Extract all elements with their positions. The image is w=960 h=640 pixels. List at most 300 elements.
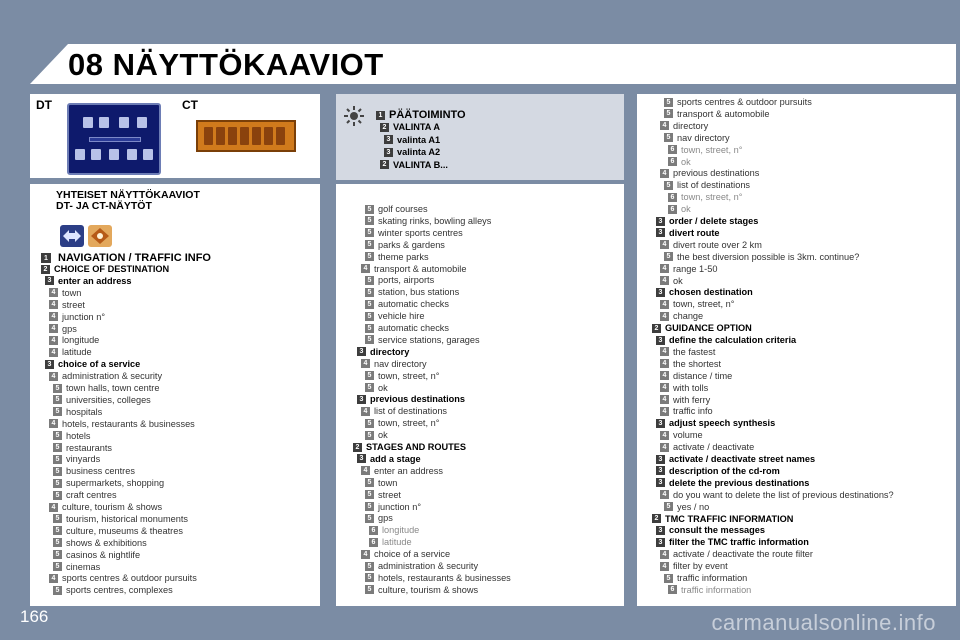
main-function-item-label: VALINTA B... — [393, 159, 448, 170]
menu-item-label: ok — [681, 156, 691, 167]
menu-item-label: business centres — [66, 466, 135, 477]
menu-item — [660, 405, 713, 417]
menu-item-label: vehicle hire — [378, 311, 425, 322]
main-function-item — [384, 134, 440, 146]
menu-item — [49, 334, 99, 346]
menu-item — [365, 477, 397, 489]
menu-item-label: enter an address — [58, 275, 132, 286]
menu-icon — [91, 149, 101, 160]
menu-item — [365, 560, 478, 572]
level-badge: 4 — [49, 503, 58, 512]
menu-item-label: town — [62, 287, 82, 298]
menu-item-label: traffic information — [677, 573, 748, 583]
common-screens-subheading: DT- JA CT-NÄYTÖT — [56, 200, 152, 212]
menu-item-label: traffic info — [673, 406, 713, 417]
level-badge: 4 — [660, 490, 669, 499]
menu-item — [41, 263, 169, 275]
menu-item-label: vinyards — [66, 454, 101, 465]
level-badge: 5 — [53, 384, 62, 393]
menu-item-label: description of the cd-rom — [669, 465, 780, 476]
level-badge: 5 — [365, 300, 374, 309]
menu-item — [49, 572, 197, 584]
menu-item-label: CHOICE OF DESTINATION — [54, 264, 170, 274]
level-badge: 5 — [53, 562, 62, 571]
menu-item — [361, 465, 443, 477]
menu-item-label: nav directory — [374, 358, 427, 369]
menu-item — [361, 358, 427, 370]
menu-item-label: choice of a service — [58, 359, 141, 370]
menu-item-label: directory — [673, 120, 709, 131]
level-badge: 2 — [652, 514, 661, 523]
menu-item-label: ports, airports — [378, 275, 435, 286]
menu-item-label: filter by event — [673, 561, 728, 572]
level-badge: 3 — [656, 336, 665, 345]
menu-item — [660, 370, 732, 382]
menu-item-label: define the calculation criteria — [669, 335, 797, 345]
menu-item-label: station, bus stations — [378, 287, 460, 298]
menu-item — [365, 239, 445, 251]
menu-item — [365, 382, 388, 394]
level-badge: 4 — [361, 550, 370, 559]
level-badge: 5 — [365, 335, 374, 344]
menu-item-label: ok — [673, 275, 683, 286]
menu-item-label: delete the previous destinations — [669, 477, 810, 488]
level-badge: 5 — [365, 371, 374, 380]
menu-item — [660, 394, 710, 406]
menu-item — [365, 227, 463, 239]
level-badge: 5 — [365, 216, 374, 225]
menu-icon — [109, 149, 119, 160]
menu-item — [361, 405, 447, 417]
menu-item — [53, 382, 159, 394]
level-badge: 3 — [384, 135, 393, 144]
level-badge: 2 — [353, 443, 362, 452]
common-screens-heading: YHTEISET NÄYTTÖKAAVIOT — [56, 189, 200, 201]
level-badge: 5 — [664, 98, 673, 107]
menu-item — [656, 465, 780, 477]
menu-item-label: sports centres, complexes — [66, 585, 173, 596]
level-badge: 5 — [365, 252, 374, 261]
level-badge: 5 — [365, 383, 374, 392]
menu-item — [53, 525, 183, 537]
menu-item — [365, 584, 478, 596]
level-badge: 5 — [365, 312, 374, 321]
menu-item-label: craft centres — [66, 490, 117, 501]
menu-item — [369, 524, 419, 536]
level-badge: 6 — [369, 526, 378, 535]
level-badge: 5 — [664, 574, 673, 583]
level-badge: 5 — [365, 228, 374, 237]
menu-item — [660, 298, 734, 310]
menu-item — [53, 584, 173, 596]
level-badge: 5 — [365, 240, 374, 249]
menu-item — [664, 96, 812, 108]
menu-item — [656, 453, 815, 465]
level-badge: 5 — [365, 419, 374, 428]
level-badge: 5 — [365, 502, 374, 511]
menu-item-label: with ferry — [673, 394, 711, 405]
level-badge: 3 — [656, 455, 665, 464]
level-badge: 4 — [660, 300, 669, 309]
menu-item — [652, 513, 793, 525]
menu-item-label: junction n° — [62, 311, 106, 322]
level-badge: 6 — [668, 157, 677, 166]
menu-icon — [137, 117, 147, 128]
level-badge: 3 — [357, 454, 366, 463]
level-badge: 5 — [365, 573, 374, 582]
menu-item-label: list of destinations — [374, 406, 448, 417]
level-badge: 3 — [357, 347, 366, 356]
menu-item — [49, 287, 81, 299]
ct-icon — [252, 127, 261, 145]
menu-item — [664, 572, 747, 584]
menu-item-label: the best diversion possible is 3km. continue? — [677, 251, 860, 262]
menu-item — [365, 215, 491, 227]
menu-item-label: enter an address — [374, 465, 443, 476]
menu-item — [53, 465, 135, 477]
menu-item-label: casinos & nightlife — [66, 549, 141, 560]
menu-item — [660, 382, 708, 394]
menu-item-label: transport & automobile — [677, 108, 770, 119]
menu-item-label: TMC TRAFFIC INFORMATION — [665, 513, 794, 524]
menu-item — [660, 310, 703, 322]
menu-item-label: sports centres & outdoor pursuits — [62, 573, 197, 584]
menu-item-label: with tolls — [673, 382, 709, 393]
menu-item-label: hospitals — [66, 406, 103, 417]
menu-item-label: filter the TMC traffic information — [669, 537, 809, 548]
level-badge: 5 — [664, 133, 673, 142]
menu-item-label: list of destinations — [677, 180, 751, 191]
level-badge: 5 — [53, 514, 62, 523]
level-badge: 5 — [53, 550, 62, 559]
level-badge: 6 — [668, 193, 677, 202]
level-badge: 4 — [660, 347, 669, 356]
level-badge: 4 — [660, 383, 669, 392]
menu-item-label: town, street, n° — [673, 299, 735, 310]
menu-item-label: order / delete stages — [669, 216, 759, 226]
menu-item-label: do you want to delete the list of previous destinations? — [673, 489, 894, 500]
menu-item-label: hotels — [66, 430, 91, 441]
level-badge: 4 — [361, 466, 370, 475]
main-function-item — [384, 146, 440, 158]
menu-item — [365, 572, 511, 584]
level-badge: 4 — [660, 371, 669, 380]
menu-item — [660, 239, 762, 251]
level-badge: 4 — [660, 431, 669, 440]
menu-item — [656, 215, 758, 227]
menu-item — [365, 274, 434, 286]
menu-item-label: junction n° — [378, 501, 422, 512]
menu-item — [660, 441, 754, 453]
menu-item-label: town, street, n° — [681, 192, 743, 203]
main-function-item — [380, 121, 440, 133]
menu-item — [53, 406, 102, 418]
menu-item — [357, 346, 409, 358]
menu-item — [656, 227, 720, 239]
nav-section-title: NAVIGATION / TRAFFIC INFO — [58, 252, 211, 264]
level-badge: 5 — [365, 324, 374, 333]
level-badge: 4 — [49, 348, 58, 357]
menu-item-label: traffic information — [681, 584, 752, 595]
menu-item-label: longitude — [62, 335, 100, 346]
menu-item — [652, 322, 752, 334]
menu-item-label: skating rinks, bowling alleys — [378, 215, 492, 226]
menu-item-label: hotels, restaurants & businesses — [378, 572, 511, 583]
level-badge: 4 — [660, 312, 669, 321]
menu-item-label: ok — [681, 204, 691, 215]
main-function-item-label: valinta A1 — [397, 134, 441, 145]
dt-screen-image — [67, 103, 161, 175]
menu-item — [49, 370, 162, 382]
menu-item — [365, 251, 429, 263]
level-badge: 4 — [361, 264, 370, 273]
level-badge: 5 — [664, 181, 673, 190]
level-badge: 4 — [660, 407, 669, 416]
menu-item — [49, 299, 85, 311]
level-badge: 4 — [361, 407, 370, 416]
menu-item-label: sports centres & outdoor pursuits — [677, 97, 812, 107]
level-badge: 4 — [660, 264, 669, 273]
level-badge: 3 — [656, 538, 665, 547]
menu-item-label: range 1-50 — [673, 263, 718, 274]
ct-icon — [264, 127, 273, 145]
level-badge: 5 — [365, 288, 374, 297]
navigation-icon — [60, 225, 84, 247]
level-badge: 3 — [656, 466, 665, 475]
level-badge: 4 — [660, 443, 669, 452]
menu-item — [365, 512, 393, 524]
menu-item — [53, 561, 100, 573]
menu-item — [365, 322, 449, 334]
menu-item-label: adjust speech synthesis — [669, 418, 776, 429]
level-badge: 5 — [53, 526, 62, 535]
menu-item — [361, 263, 466, 275]
menu-item-label: culture, tourism & shows — [378, 584, 479, 595]
menu-item-label: culture, museums & theatres — [66, 525, 183, 536]
page-title: 08 NÄYTTÖKAAVIOT — [68, 47, 384, 82]
menu-item-label: change — [673, 311, 704, 322]
menu-item-label: town, street, n° — [378, 370, 440, 381]
level-badge: 4 — [660, 276, 669, 285]
menu-item — [49, 346, 92, 358]
level-badge: 5 — [365, 490, 374, 499]
menu-item-label: theme parks — [378, 251, 429, 262]
level-badge: 3 — [656, 217, 665, 226]
level-badge: 4 — [49, 312, 58, 321]
menu-item — [365, 489, 401, 501]
menu-item — [664, 251, 859, 263]
level-badge: 3 — [656, 419, 665, 428]
menu-item-label: longitude — [382, 525, 420, 536]
menu-item-label: previous destinations — [673, 168, 760, 179]
main-function-item-label: VALINTA A — [393, 122, 440, 132]
menu-item-label: town, street, n° — [681, 144, 743, 155]
menu-item — [45, 358, 140, 370]
level-badge: 5 — [365, 205, 374, 214]
menu-item-label: restaurants — [66, 442, 112, 453]
level-badge: 4 — [49, 300, 58, 309]
menu-item — [664, 108, 769, 120]
level-badge: 5 — [53, 443, 62, 452]
menu-item-label: activate / deactivate street names — [669, 454, 816, 464]
traffic-info-icon — [88, 225, 112, 247]
menu-item — [668, 584, 751, 596]
menu-item-label: town, street, n° — [378, 418, 440, 429]
menu-item-label: supermarkets, shopping — [66, 478, 165, 489]
dt-label: DT — [36, 98, 52, 112]
level-badge: 5 — [53, 479, 62, 488]
level-badge: 3 — [656, 288, 665, 297]
menu-item-label: town halls, town centre — [66, 383, 160, 393]
menu-item — [53, 430, 91, 442]
menu-item-label: choice of a service — [374, 549, 451, 560]
level-badge: 6 — [369, 538, 378, 547]
menu-item-label: automatic checks — [378, 323, 449, 333]
menu-item — [660, 548, 813, 560]
menu-item — [53, 394, 151, 406]
level-badge: 2 — [652, 324, 661, 333]
level-badge: 4 — [49, 336, 58, 345]
menu-item — [660, 429, 703, 441]
menu-item-label: previous destinations — [370, 394, 465, 405]
menu-item — [365, 417, 439, 429]
level-badge: 1 — [41, 253, 51, 263]
main-function-title — [376, 109, 466, 121]
menu-item — [49, 501, 162, 513]
level-badge: 4 — [49, 324, 58, 333]
menu-item-label: street — [378, 489, 401, 500]
menu-item-label: street — [62, 299, 85, 310]
level-badge: 5 — [365, 431, 374, 440]
level-badge: 6 — [668, 205, 677, 214]
ct-label: CT — [182, 98, 198, 112]
level-badge: 3 — [384, 148, 393, 157]
ct-icon — [204, 127, 213, 145]
level-badge: 5 — [664, 109, 673, 118]
menu-item — [49, 418, 195, 430]
level-badge: 3 — [656, 228, 665, 237]
level-badge: 3 — [45, 360, 54, 369]
main-function-label: PÄÄTOIMINTO — [389, 109, 466, 121]
menu-item — [365, 286, 459, 298]
menu-item — [660, 263, 717, 275]
level-badge: 1 — [376, 111, 385, 120]
menu-item-label: hotels, restaurants & businesses — [62, 418, 195, 429]
level-badge: 5 — [365, 585, 374, 594]
menu-item — [664, 179, 750, 191]
level-badge: 5 — [664, 252, 673, 261]
level-badge: 5 — [53, 395, 62, 404]
menu-item-label: directory — [370, 346, 410, 357]
menu-item — [365, 298, 449, 310]
menu-item-label: ok — [378, 430, 388, 441]
menu-item — [656, 536, 809, 548]
level-badge: 4 — [660, 395, 669, 404]
menu-item — [656, 524, 765, 536]
menu-item-label: nav directory — [677, 132, 730, 143]
level-badge: 4 — [660, 240, 669, 249]
menu-item-label: universities, colleges — [66, 394, 151, 405]
menu-item — [369, 536, 412, 548]
page-number: 166 — [20, 607, 49, 626]
menu-item — [53, 549, 140, 561]
menu-item-label: chosen destination — [669, 287, 753, 298]
menu-item-label: administration & security — [378, 561, 479, 571]
menu-item-label: cinemas — [66, 561, 101, 572]
menu-item-label: golf courses — [378, 204, 428, 214]
menu-item — [49, 311, 105, 323]
level-badge: 3 — [45, 276, 54, 285]
watermark: carmanualsonline.info — [711, 610, 936, 635]
menu-item — [656, 477, 809, 489]
level-badge: 3 — [656, 526, 665, 535]
menu-item — [660, 120, 708, 132]
menu-item — [660, 275, 683, 287]
dt-selection-bar — [89, 137, 141, 142]
menu-item-label: activate / deactivate — [673, 442, 755, 453]
menu-item — [656, 417, 775, 429]
level-badge: 6 — [668, 145, 677, 154]
menu-item-label: town — [378, 477, 398, 488]
menu-item — [365, 310, 424, 322]
menu-item-label: administration & security — [62, 371, 163, 382]
ct-icon — [216, 127, 225, 145]
level-badge: 5 — [365, 478, 374, 487]
menu-item — [53, 442, 112, 454]
level-badge: 5 — [365, 276, 374, 285]
menu-item — [656, 334, 796, 346]
menu-item — [660, 489, 894, 501]
menu-item-label: ok — [378, 382, 388, 393]
main-function-item — [380, 159, 448, 171]
ct-screen-image — [196, 120, 296, 152]
menu-item — [365, 501, 421, 513]
menu-item — [357, 453, 421, 465]
menu-item — [365, 203, 428, 215]
level-badge: 4 — [660, 121, 669, 130]
ct-icon — [276, 127, 285, 145]
menu-item-label: gps — [62, 323, 77, 334]
menu-item-label: parks & gardens — [378, 239, 445, 250]
level-badge: 4 — [660, 550, 669, 559]
menu-item — [353, 441, 466, 453]
menu-item-label: the shortest — [673, 358, 722, 369]
level-badge: 2 — [41, 265, 50, 274]
menu-item-label: consult the messages — [669, 525, 765, 536]
menu-item-label: yes / no — [677, 501, 710, 512]
menu-item-label: distance / time — [673, 370, 733, 381]
level-badge: 4 — [660, 169, 669, 178]
menu-item-label: transport & automobile — [374, 263, 467, 274]
menu-item-label: culture, tourism & shows — [62, 502, 163, 512]
menu-item-label: shows & exhibitions — [66, 537, 147, 548]
menu-item-label: tourism, historical monuments — [66, 513, 189, 524]
menu-item — [664, 501, 709, 513]
menu-item — [656, 286, 753, 298]
menu-item — [53, 477, 164, 489]
menu-icon — [119, 117, 129, 128]
menu-item — [357, 393, 465, 405]
level-badge: 4 — [49, 372, 58, 381]
menu-icon — [99, 117, 109, 128]
level-badge: 5 — [53, 467, 62, 476]
main-function-item-label: valinta A2 — [397, 147, 441, 157]
menu-item-label: gps — [378, 513, 393, 524]
menu-item-label: STAGES AND ROUTES — [366, 442, 467, 452]
level-badge: 5 — [53, 455, 62, 464]
level-badge: 5 — [53, 431, 62, 440]
menu-item-label: the fastest — [673, 346, 716, 357]
